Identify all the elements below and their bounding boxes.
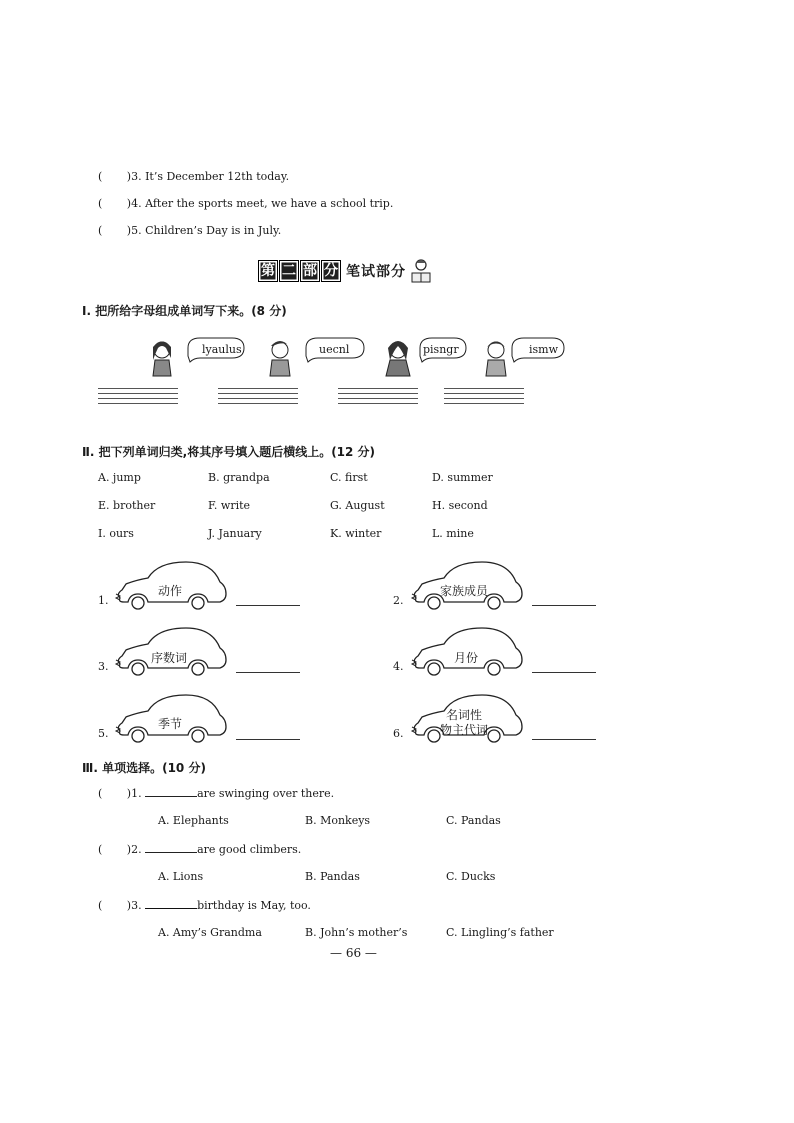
scrambled-word: ismw	[529, 343, 559, 356]
word-option: H. second	[432, 499, 488, 512]
section-heading: Ⅱ. 把下列单词归类,将其序号填入题后横线上。(12 分)	[82, 445, 376, 459]
section-heading: Ⅲ. 单项选择。(10 分)	[82, 761, 206, 775]
word-option: C. first	[330, 471, 368, 484]
mc-option: C. Lingling’s father	[446, 926, 554, 939]
kid-icon	[153, 342, 171, 377]
kid-icon	[386, 341, 410, 376]
mc-option: C. Ducks	[446, 870, 496, 883]
writing-lines[interactable]	[98, 388, 178, 410]
answer-paren[interactable]: (	[98, 843, 127, 856]
mc-question	[98, 786, 334, 800]
writing-lines[interactable]	[444, 388, 524, 410]
answer-paren[interactable]: (	[98, 224, 127, 237]
word-option: I. ours	[98, 527, 134, 540]
car-category-label: 名词性 物主代词	[440, 708, 489, 737]
word-option: E. brother	[98, 499, 156, 512]
writing-lines[interactable]	[338, 388, 418, 410]
answer-line[interactable]	[236, 605, 300, 606]
word-option: F. write	[208, 499, 251, 512]
answer-line[interactable]	[532, 672, 596, 673]
answer-paren[interactable]: (	[98, 197, 127, 210]
banner-title: 笔试部分	[346, 264, 406, 280]
question-stem: birthday is May, too.	[197, 899, 311, 912]
word-option: D. summer	[432, 471, 493, 484]
car-category-label: 动作	[158, 584, 183, 598]
banner-block: 部	[300, 260, 320, 282]
question-stem: are swinging over there.	[197, 787, 335, 800]
answer-paren[interactable]: (	[98, 899, 127, 912]
car-category-label: 月份	[454, 651, 479, 665]
answer-line[interactable]	[532, 605, 596, 606]
banner-block: 分	[321, 260, 341, 282]
question-number: )3.	[126, 899, 142, 912]
item-number: )4.	[126, 197, 142, 210]
answer-paren[interactable]: (	[98, 787, 127, 800]
scrambled-word: uecnl	[319, 343, 350, 356]
kid-icon	[486, 342, 506, 377]
listening-item	[98, 224, 281, 237]
word-option: G. August	[330, 499, 385, 512]
mc-option: A. Lions	[158, 870, 204, 883]
item-number: )5.	[126, 224, 142, 237]
section-banner	[258, 257, 434, 285]
fill-blank[interactable]	[145, 842, 197, 853]
kid-icon	[270, 341, 290, 376]
listening-item	[98, 197, 393, 210]
mc-option: B. John’s mother’s	[305, 926, 408, 939]
car-category-label: 家族成员	[440, 584, 489, 598]
mc-option: B. Pandas	[305, 870, 360, 883]
answer-line[interactable]	[532, 739, 596, 740]
section-heading: Ⅰ. 把所给字母组成单词写下来。(8 分)	[82, 304, 287, 318]
mc-option: A. Elephants	[158, 814, 229, 827]
car-item-number: 1.	[98, 594, 109, 607]
item-text: Children’s Day is in July.	[145, 224, 282, 237]
banner-block: 二	[279, 260, 299, 282]
car-item-number: 5.	[98, 727, 109, 740]
car-item-number: 4.	[393, 660, 404, 673]
car-category-label: 季节	[158, 717, 183, 731]
answer-line[interactable]	[236, 672, 300, 673]
word-option: L. mine	[432, 527, 474, 540]
word-option: K. winter	[330, 527, 382, 540]
car-item-number: 3.	[98, 660, 109, 673]
word-option: J. January	[208, 527, 262, 540]
fill-blank[interactable]	[145, 786, 197, 797]
listening-item	[98, 170, 289, 183]
word-option: B. grandpa	[208, 471, 270, 484]
item-number: )3.	[126, 170, 142, 183]
fill-blank[interactable]	[145, 898, 197, 909]
question-stem: are good climbers.	[197, 843, 302, 856]
kids-speech-illustration	[140, 332, 580, 380]
car-category-label: 序数词	[151, 651, 188, 665]
answer-paren[interactable]: (	[98, 170, 127, 183]
mc-question	[98, 842, 301, 856]
mc-option: C. Pandas	[446, 814, 501, 827]
car-item-number: 6.	[393, 727, 404, 740]
word-option: A. jump	[98, 471, 141, 484]
scrambled-word: pisngr	[423, 343, 459, 356]
mc-option: A. Amy’s Grandma	[158, 926, 262, 939]
answer-line[interactable]	[236, 739, 300, 740]
mc-question	[98, 898, 311, 912]
question-number: )2.	[126, 843, 142, 856]
writing-lines[interactable]	[218, 388, 298, 410]
scrambled-word: lyaulus	[202, 343, 242, 356]
girl-reading-icon	[408, 257, 434, 285]
item-text: After the sports meet, we have a school trip.	[145, 197, 394, 210]
question-number: )1.	[126, 787, 142, 800]
page-number: — 66 —	[330, 946, 377, 960]
banner-block: 第	[258, 260, 278, 282]
car-item-number: 2.	[393, 594, 404, 607]
mc-option: B. Monkeys	[305, 814, 371, 827]
item-text: It’s December 12th today.	[145, 170, 290, 183]
